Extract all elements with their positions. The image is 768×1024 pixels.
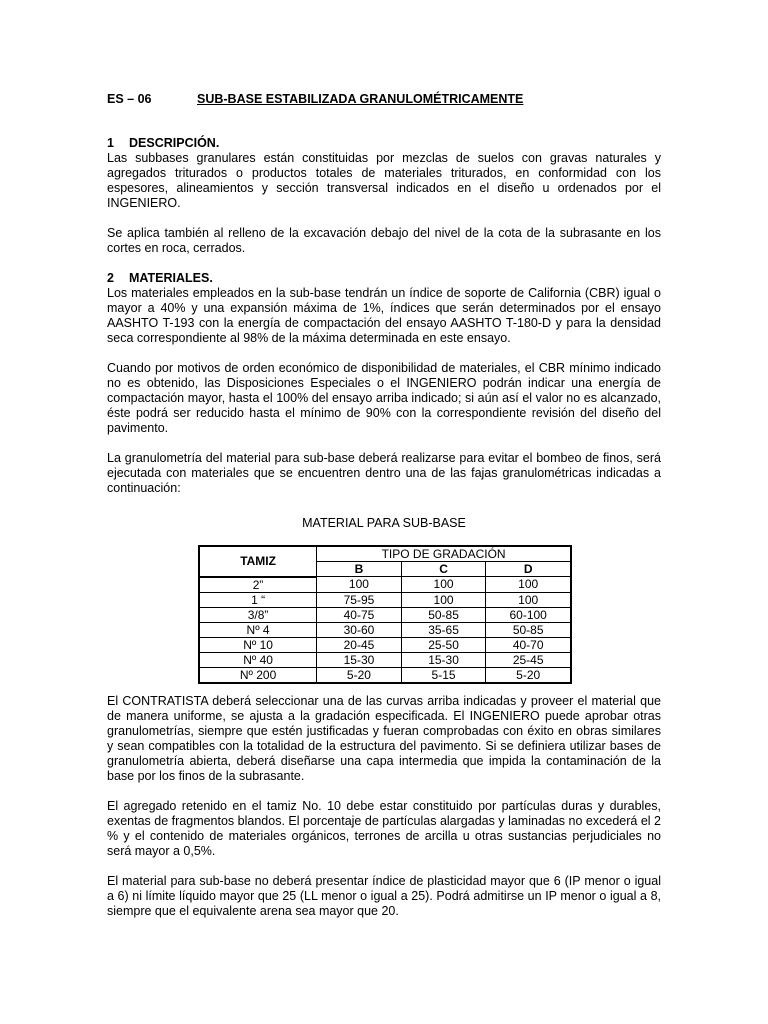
section-2-paragraph-3: La granulometría del material para sub-base deberá realizarse para evitar el bombeo de finos, será ejecutada con materiales que se encuentren dentro una de las fajas granulométricas indicadas a continuación: bbox=[107, 451, 661, 495]
cell-tamiz: 1 “ bbox=[199, 592, 317, 607]
section-2-number: 2 bbox=[107, 271, 114, 285]
gradation-table bbox=[198, 545, 572, 684]
cell-d: 5-20 bbox=[486, 667, 571, 683]
cell-tamiz: 2” bbox=[199, 577, 317, 593]
cell-c: 100 bbox=[401, 592, 486, 607]
column-header-b: B bbox=[317, 562, 402, 577]
section-2-paragraph-2: Cuando por motivos de orden económico de disponibilidad de materiales, el CBR mínimo indicado no es obtenido, las Disposiciones Especiales o el INGENIERO podrán indicar una energía de compactación mayor, hasta el 100% del ensayo arriba indicado; si aún así el valor no es alcanzado, éste podrá ser reducido hasta el mínimo de 90% con la correspondiente revisión del diseño del pavimento. bbox=[107, 361, 661, 435]
cell-c: 35-65 bbox=[401, 622, 486, 637]
section-1-paragraph-1: Las subbases granulares están constituidas por mezclas de suelos con gravas naturales y agregados triturados o productos totales de materiales triturados, en conformidad con los espesores, alineamientos y sección transversal indicados en el diseño u ordenados por el INGENIERO. bbox=[107, 151, 661, 210]
cell-d: 50-85 bbox=[486, 622, 571, 637]
cell-c: 5-15 bbox=[401, 667, 486, 683]
cell-tamiz: Nº 10 bbox=[199, 637, 317, 652]
table-row bbox=[199, 607, 571, 622]
section-2-heading bbox=[107, 271, 661, 286]
cell-b: 20-45 bbox=[317, 637, 402, 652]
section-1-heading bbox=[107, 136, 661, 151]
cell-d: 25-45 bbox=[486, 652, 571, 667]
cell-b: 5-20 bbox=[317, 667, 402, 683]
cell-tamiz: Nº 200 bbox=[199, 667, 317, 683]
cell-b: 100 bbox=[317, 577, 402, 593]
cell-c: 50-85 bbox=[401, 607, 486, 622]
gradation-table-wrapper bbox=[198, 545, 572, 684]
cell-c: 100 bbox=[401, 577, 486, 593]
section-2-title: MATERIALES. bbox=[129, 271, 213, 285]
cell-b: 75-95 bbox=[317, 592, 402, 607]
cell-d: 40-70 bbox=[486, 637, 571, 652]
section-1-number: 1 bbox=[107, 136, 114, 150]
cell-d: 100 bbox=[486, 592, 571, 607]
cell-b: 15-30 bbox=[317, 652, 402, 667]
section-1-title: DESCRIPCIÓN. bbox=[129, 136, 220, 150]
column-group-header: TIPO DE GRADACIÓN bbox=[317, 546, 571, 562]
table-row bbox=[199, 637, 571, 652]
table-row bbox=[199, 652, 571, 667]
after-table-paragraph-1: El CONTRATISTA deberá seleccionar una de las curvas arriba indicadas y proveer el material que de manera uniforme, se ajusta a la gradación especificada. El INGENIERO puede aprobar otras granulometrías, siempre que estén justificadas y fueran comprobadas con éxito en obras similares y sean compatibles con la totalidad de la estructura del pavimento. Si se definiera utilizar bases de granulometría abierta, deberá diseñarse una capa intermedia que impida la contaminación de la base por los finos de la subrasante. bbox=[107, 693, 661, 783]
cell-tamiz: 3/8” bbox=[199, 607, 317, 622]
column-header-tamiz: TAMIZ bbox=[199, 546, 317, 577]
cell-tamiz: Nº 4 bbox=[199, 622, 317, 637]
cell-b: 30-60 bbox=[317, 622, 402, 637]
table-row bbox=[199, 622, 571, 637]
after-table-paragraph-3: El material para sub-base no deberá presentar índice de plasticidad mayor que 6 (IP menor o igual a 6) ni límite líquido mayor que 25 (LL menor o igual a 25). Podrá admitirse un IP menor o igual a 8, siempre que el equivalente arena sea mayor que 20. bbox=[107, 873, 661, 918]
table-row bbox=[199, 592, 571, 607]
section-1-paragraph-2: Se aplica también al relleno de la excavación debajo del nivel de la cota de la subrasante en los cortes en roca, cerrados. bbox=[107, 226, 661, 255]
section-2-paragraph-1: Los materiales empleados en la sub-base tendrán un índice de soporte de California (CBR) igual o mayor a 40% y una expansión máxima de 1%, índices que serán determinados por el ensayo AASHTO T-193 con la energía de compactación del ensayo AASHTO T-180-D y para la densidad seca correspondiente al 98% de la máxima determinada en este ensayo. bbox=[107, 286, 661, 345]
after-table-paragraph-2: El agregado retenido en el tamiz No. 10 debe estar constituido por partículas duras y durables, exentas de fragmentos blandos. El porcentaje de partículas alargadas y laminadas no excederá el 2 % y el contenido de materiales orgánicos, terrones de arcilla u otras sustancias perjudiciales no será mayor a 0,5%. bbox=[107, 798, 661, 858]
cell-c: 25-50 bbox=[401, 637, 486, 652]
spec-title: SUB-BASE ESTABILIZADA GRANULOMÉTRICAMENTE bbox=[197, 92, 524, 106]
column-header-c: C bbox=[401, 562, 486, 577]
table-row bbox=[199, 667, 571, 683]
table-header-row-1 bbox=[199, 546, 571, 562]
table-title: MATERIAL PARA SUB-BASE bbox=[302, 516, 466, 530]
column-header-d: D bbox=[486, 562, 571, 577]
table-row bbox=[199, 577, 571, 593]
cell-b: 40-75 bbox=[317, 607, 402, 622]
cell-c: 15-30 bbox=[401, 652, 486, 667]
document-body bbox=[107, 136, 661, 919]
cell-tamiz: Nº 40 bbox=[199, 652, 317, 667]
spec-code: ES – 06 bbox=[107, 92, 152, 106]
cell-d: 100 bbox=[486, 577, 571, 593]
cell-d: 60-100 bbox=[486, 607, 571, 622]
